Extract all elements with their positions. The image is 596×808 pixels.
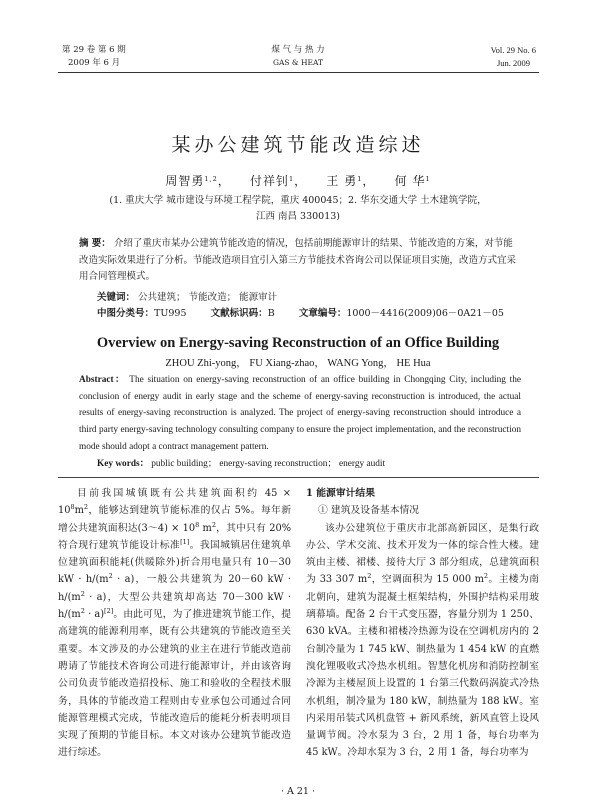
author-affiliation-mark: 1 bbox=[289, 175, 295, 183]
superscript: 2 bbox=[80, 589, 85, 598]
journal-date-en: Jun. 2009 bbox=[496, 58, 530, 68]
text-run: 。主楼为南北朝向，建筑为混凝土框架结构，外围护结构采用玻璃幕墙。配备 2 台干式变压器，容量分别为 1 250、630 kVA。主楼和裙楼冷热源为设在空调机房内的 2 台制冷量为 1 745 kW、制热量为 1 454 kW 的直燃溴化锂吸收式冷热水机组。智慧化机房和消防控制室冷源为主楼屋顶上设置的 1 台第三代数码涡旋式冷热水机组，制冷量为 180 kW，制热量为 188 kW。室内采用吊装式风机盘管 + 新风系统，新风直管上设风量调节阀。冷水泵为 3 台，2 用 1 备，每台功率为 45 kW。冷却水泵为 3 台，2 用 1 备，每台功率为 bbox=[306, 574, 539, 759]
keywords-en-text: public building； energy-saving reconstruction； energy audit bbox=[151, 459, 386, 469]
text-run: · a) bbox=[84, 609, 105, 621]
section-heading: 1 能源审计结果 bbox=[306, 488, 376, 499]
citation-ref[interactable]: [2] bbox=[104, 607, 114, 616]
abstract-cn bbox=[79, 236, 521, 286]
author-name: 周智勇 bbox=[165, 174, 205, 188]
superscript: 2 bbox=[367, 572, 372, 581]
intro-paragraph bbox=[58, 485, 291, 762]
article-number-value: 1000－4416(2009)06－0A21－05 bbox=[346, 308, 504, 319]
authors-cn: 周智勇$^{1,2}$， 付祥钊$^1$， 王 勇$^1$， 何 华$^1$ bbox=[165, 174, 431, 188]
text-run: m bbox=[199, 522, 212, 534]
abstract-en-label: Abstract： bbox=[79, 375, 126, 385]
paper-title-en: Overview on Energy-saving Reconstruction of an Office Building bbox=[96, 335, 500, 351]
text-run: m bbox=[74, 505, 84, 517]
abstract-divider bbox=[58, 477, 539, 478]
header-rule bbox=[58, 72, 539, 73]
author-name: 付祥钊 bbox=[250, 174, 290, 188]
superscript: 8 bbox=[195, 520, 200, 529]
classification-line bbox=[97, 306, 504, 322]
abstract-cn-label: 摘 要： bbox=[79, 238, 111, 249]
section-paragraph bbox=[306, 520, 539, 762]
journal-name-cn: 煤 气 与 热 力 bbox=[271, 45, 325, 55]
affiliation-line-2: 江西 南昌 330013) bbox=[255, 211, 340, 222]
author-affiliation-mark: 1,2 bbox=[204, 175, 218, 183]
citation-ref[interactable]: [1] bbox=[180, 537, 190, 546]
affiliation-line-1: (1. 重庆大学 城市建设与环境工程学院，重庆 400045；2. 华东交通大学 土木建筑学院， bbox=[109, 195, 487, 206]
superscript: 2 bbox=[211, 520, 216, 529]
document-code-value: B bbox=[267, 308, 275, 319]
left-column-body bbox=[58, 485, 291, 762]
author-affiliation-mark: 1 bbox=[425, 175, 431, 183]
text-run: ，能够达到建筑节能标准的仅占 5%。每年新增公共建筑面积达(3～4) × 10 bbox=[58, 505, 291, 534]
text-run: 。由此可见，为了推进建筑节能工作，提高建筑的能源利用率，既有公共建筑的节能改造至关重要。本文涉及的办公建筑的业主在进行节能改造前聘请了节能技术咨询公司进行能源审计，并由该咨询公司负责节能改造招投标、施工和验收的全程技术服务，具体的节能改造工程则由专业承包公司通过合同能源管理模式完成，节能改造后的能耗分析表明项目实现了预期的节能目标。本文对该办公建筑节能改造进行综述。 bbox=[58, 609, 292, 759]
journal-volume-en: Vol. 29 No. 6 bbox=[490, 45, 536, 55]
keywords-en bbox=[97, 456, 385, 473]
text-run: 目前我国城镇既有公共建筑面积约 45 × 10 bbox=[58, 488, 291, 517]
text-run: · a)，一般公共建筑为 20－60 kW · h/(m bbox=[58, 574, 291, 603]
abstract-en bbox=[79, 372, 521, 456]
text-run: 。我国城镇居住建筑单位建筑面积能耗(供暖除外)折合用电量只有 10－30 kW · h/(m bbox=[58, 539, 291, 586]
subsection-heading: ① 建筑及设备基本情况 bbox=[318, 505, 420, 517]
journal-volume: 第 29 卷 第 6 期 bbox=[62, 45, 126, 55]
text-run: ，空调面积为 15 000 m bbox=[371, 574, 484, 586]
superscript: 2 bbox=[108, 572, 113, 581]
text-run: · a)，大型公共建筑却高达 70－300 kW · h/(m bbox=[58, 591, 291, 621]
text-run: 该办公建筑位于重庆市北部高新园区，是集行政办公、学术交流、技术开发为一体的综合性大楼。建筑由主楼、裙楼、接待大厅 3 部分组成，总建筑面积为 33 307 m bbox=[306, 522, 539, 586]
superscript: 2 bbox=[83, 503, 89, 512]
keywords-cn-text: 公共建筑； 节能改造； 能源审计 bbox=[138, 292, 278, 303]
author-name: 王 勇 bbox=[326, 174, 358, 188]
superscript: 2 bbox=[483, 572, 489, 581]
author-affiliation-mark: 1 bbox=[357, 175, 363, 183]
clc-value: TU995 bbox=[154, 308, 187, 319]
superscript: 8 bbox=[70, 503, 75, 512]
author-name: 何 华 bbox=[394, 174, 426, 188]
clc-label: 中图分类号： bbox=[97, 308, 155, 319]
journal-date: 2009 年 6 月 bbox=[68, 58, 121, 68]
page-number: · A 21 · bbox=[280, 786, 316, 797]
right-column-body bbox=[306, 485, 539, 762]
keywords-cn bbox=[97, 290, 277, 306]
paper-title-cn: 某办公建筑节能改造综述 bbox=[171, 134, 425, 156]
document-code-label: 文献标识码： bbox=[210, 308, 268, 319]
authors-en: ZHOU Zhi-yong， FU Xiang-zhao， WANG Yong， HE Hua bbox=[165, 358, 431, 369]
abstract-en-text: The situation on energy-saving reconstruction of an office building in Chongqing City, including the conclusion of energy audit in early stage and the scheme of energy-saving reconstruction is introduced, the actual results of energy-saving reconstruction is analyzed. The project of energy-saving reconstruction should introduce a third party energy-saving technology consulting company to ensure the project implementation, and the reconstruction mode should adopt a contract management pattern. bbox=[79, 375, 521, 452]
abstract-cn-text: 介绍了重庆市某办公建筑节能改造的情况，包括前期能源审计的结果、节能改造的方案，对节能改造实际效果进行了分析。节能改造项目宜引入第三方节能技术咨询公司以保证项目实施，改造方式宜采用合同管理模式。 bbox=[79, 238, 517, 282]
text-run: ，其中只有 20% 符合现行建筑节能设计标准 bbox=[58, 522, 292, 551]
journal-name-en: GAS & HEAT bbox=[272, 58, 323, 67]
keywords-cn-label: 关键词： bbox=[97, 292, 136, 303]
article-number-label: 文章编号： bbox=[298, 308, 347, 319]
keywords-en-label: Key words： bbox=[97, 459, 149, 469]
superscript: 2 bbox=[80, 607, 85, 616]
